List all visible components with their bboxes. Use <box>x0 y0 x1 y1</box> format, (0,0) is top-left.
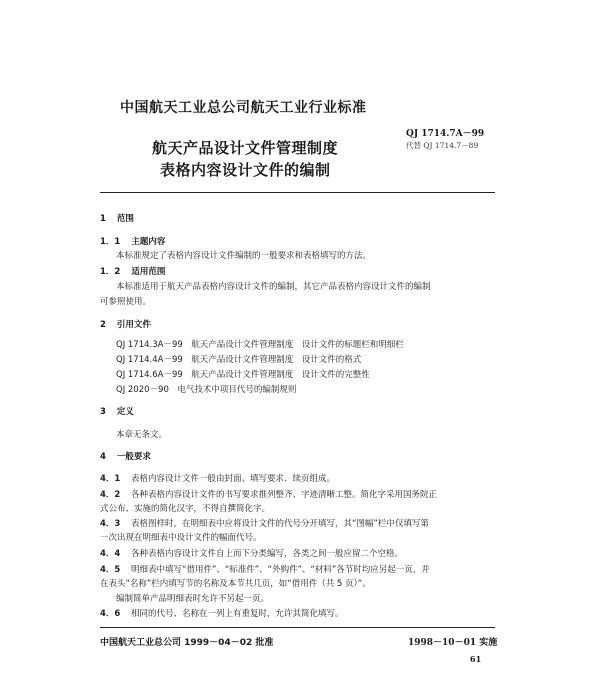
clause-4-2 <box>100 488 437 500</box>
effective-date: 1998－10－01 实施 <box>408 638 498 648</box>
clause-4-4-number: 4．4 <box>100 549 121 559</box>
clause-4-6-text: 相同的代号、名称在一列上有重复时，允许其简化填写。 <box>131 609 344 619</box>
clause-4-6 <box>100 607 344 619</box>
reference-item: QJ 1714.6A－99 航天产品设计文件管理制度 设计文件的完整性 <box>116 370 370 380</box>
section-1-title: 范围 <box>116 214 134 224</box>
approval-date: 中国航天工业总公司 1999－04－02 批准 <box>100 638 274 648</box>
clause-4-3-text-line2: 一次出现在明细表中设计文件的幅面代号。 <box>100 533 262 543</box>
clause-4-5-text-line3: 编制简单产品明细表时允许不另起一页。 <box>116 594 270 604</box>
footer-divider <box>100 627 495 628</box>
page-number: 61 <box>470 654 482 664</box>
document-title-line1: 航天产品设计文件管理制度 <box>152 139 339 157</box>
clause-4-5-text-line2: 在表头“名称”栏内填写节的名称及本节共几页，如“借用件（共 5 页）”。 <box>100 579 371 589</box>
clause-4-4 <box>100 547 403 559</box>
section-4-heading <box>100 450 151 462</box>
section-3-text: 本章无条文。 <box>116 430 168 440</box>
clause-4-2-number: 4．2 <box>100 490 121 500</box>
section-3-heading <box>100 405 134 417</box>
section-4-title: 一般要求 <box>116 452 151 462</box>
clause-4-3 <box>100 517 429 529</box>
section-1-2-text-line2: 可参照使用。 <box>100 297 152 307</box>
header-divider <box>100 192 495 193</box>
section-1-2-text-line1: 本标准适用于航天产品表格内容设计文件的编制，其它产品表格内容设计文件的编制 <box>116 282 431 292</box>
reference-item: QJ 2020－90 电气技术中项目代号的编制规则 <box>116 385 297 395</box>
clause-4-1-number: 4．1 <box>100 474 121 484</box>
clause-4-1 <box>100 472 335 484</box>
clause-4-6-number: 4．6 <box>100 609 121 619</box>
standard-number: QJ 1714.7A－99 <box>406 129 485 139</box>
clause-4-4-text: 各种表格内容设计文件自上而下分类编写，各类之间一般应留二个空格。 <box>131 549 404 559</box>
section-1-heading <box>100 212 134 224</box>
section-1-2-title: 适用范围 <box>131 267 166 277</box>
section-2-heading <box>100 318 151 330</box>
clause-4-3-text-line1: 表格图样时，在明细表中应将设计文件的代号分开填写，其“图幅”栏中仅填写第 <box>131 519 429 529</box>
clause-4-5 <box>100 563 430 575</box>
document-title-line2: 表格内容设计文件的编制 <box>160 161 331 179</box>
reference-item: QJ 1714.4A－99 航天产品设计文件管理制度 设计文件的格式 <box>116 355 362 365</box>
clause-4-3-number: 4．3 <box>100 519 121 529</box>
section-1-2-heading <box>100 265 165 277</box>
reference-item: QJ 1714.3A－99 航天产品设计文件管理制度 设计文件的标题栏和明细栏 <box>116 340 404 350</box>
section-1-1-text: 本标准规定了表格内容设计文件编制的一般要求和表格填写的方法。 <box>116 251 372 261</box>
section-1-2-number: 1．2 <box>100 267 121 277</box>
section-1-1-heading <box>100 235 165 247</box>
section-2-title: 引用文件 <box>116 320 151 330</box>
clause-4-5-text-line1: 明细表中填写“借用件”、“标准件”、“外购件”、“材料”各节时均应另起一页，并 <box>131 565 430 575</box>
clause-4-5-number: 4．5 <box>100 565 121 575</box>
section-1-number: 1 <box>100 214 106 224</box>
section-4-number: 4 <box>100 452 106 462</box>
section-3-title: 定义 <box>116 407 134 417</box>
section-2-number: 2 <box>100 320 106 330</box>
clause-4-2-text-line2: 式公布、实施的简化汉字，不得自撰简化字。 <box>100 504 271 514</box>
replaces-standard: 代替 QJ 1714.7－89 <box>406 141 479 150</box>
section-1-1-number: 1．1 <box>100 237 121 247</box>
clause-4-2-text-line1: 各种表格内容设计文件的书写要求推列整齐、字迹清晰工整。简化字采用国务院正 <box>131 490 438 500</box>
section-3-number: 3 <box>100 407 106 417</box>
organization-title: 中国航天工业总公司航天工业行业标准 <box>120 100 367 116</box>
clause-4-1-text: 表格内容设计文件一般由封面、填写要求、续页组成。 <box>131 474 336 484</box>
section-1-1-title: 主题内容 <box>131 237 166 247</box>
